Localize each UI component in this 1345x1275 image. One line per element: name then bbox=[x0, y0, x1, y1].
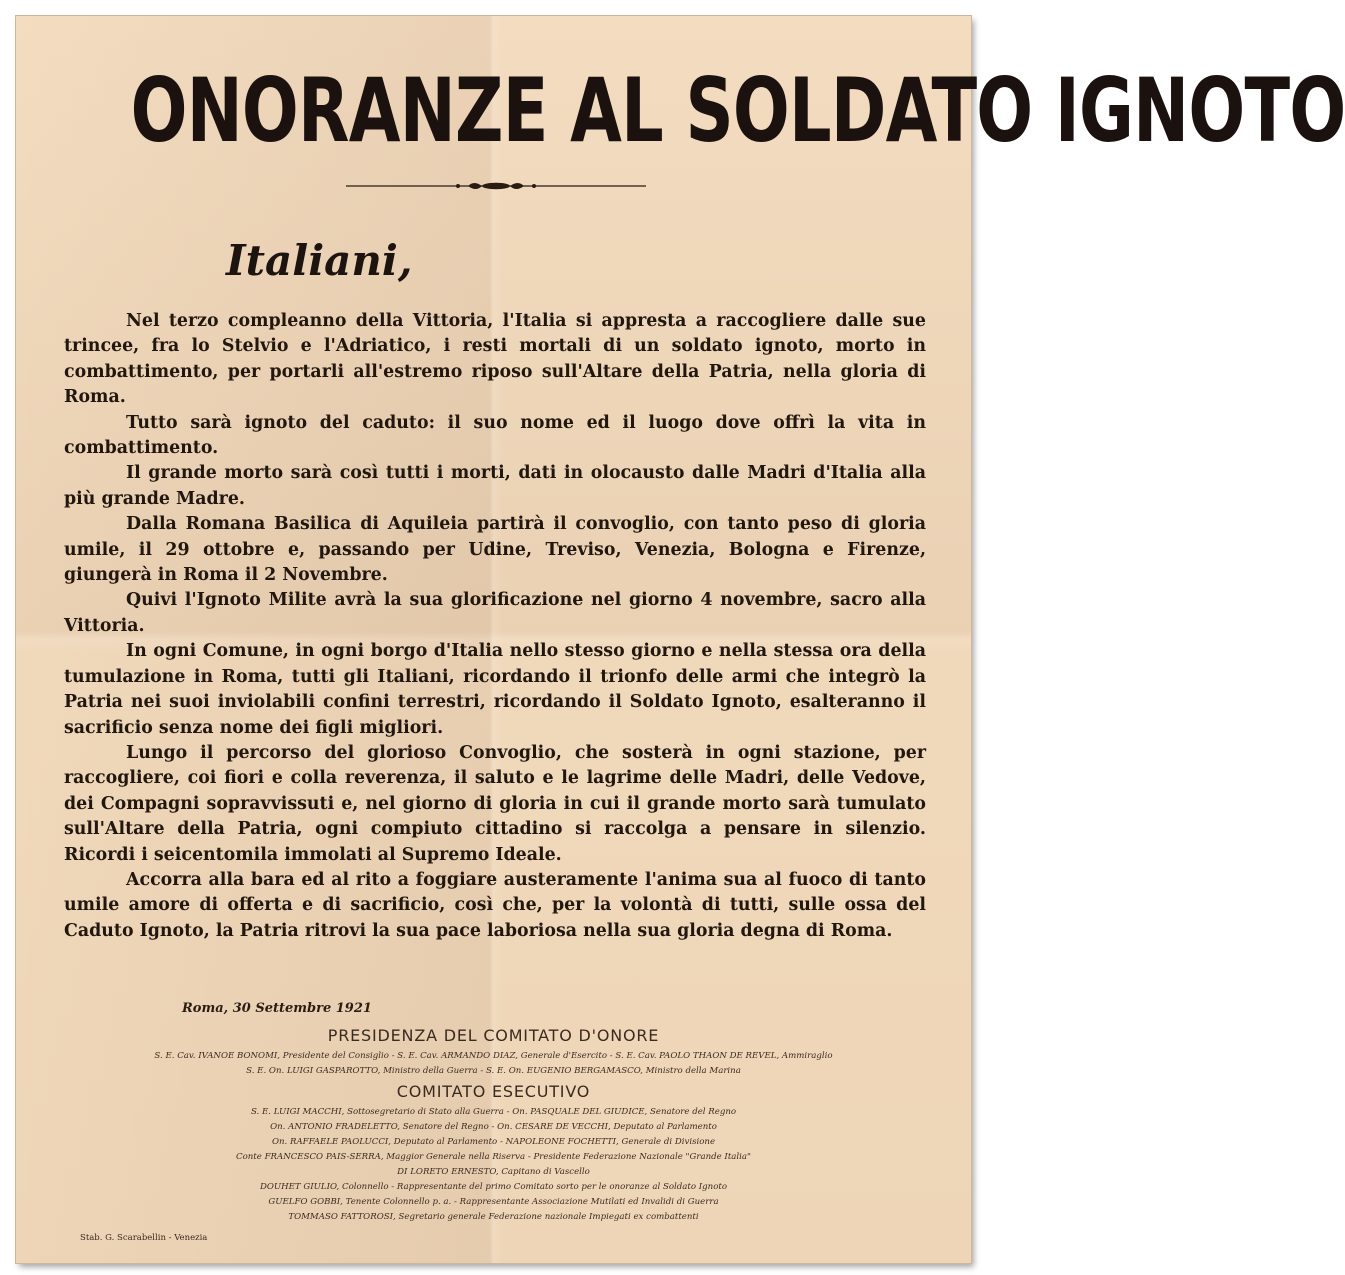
salutation: Italiani, bbox=[226, 236, 413, 285]
poster bbox=[16, 16, 1345, 1263]
paragraph: Lungo il percorso del glorioso Convoglio, che sosterà in ogni stazione, per raccogliere, coi fiori e colla reverenza, il saluto e le lagrime delle Madri, delle Vedove, dei Compagni sopravvissuti e, nel giorno di gloria in cui il grande morto sarà tumulato sull'Altare della Patria, ogni compiuto cittadino si raccolga a pensare in silenzio. Ricordi i seicentomila immolati al Supremo Ideale. bbox=[64, 742, 926, 865]
esecutivo-heading: COMITATO ESECUTIVO bbox=[396, 1082, 591, 1101]
ornament-divider bbox=[346, 176, 646, 196]
date-line: Roma, 30 Settembre 1921 bbox=[182, 1001, 372, 1016]
esecutivo-line: TOMMASO FATTOROSI, Segretario generale Federazione nazionale Impiegati ex combattenti bbox=[288, 1212, 699, 1222]
presidenza-line: S. E. On. LUIGI GASPAROTTO, Ministro della Guerra - S. E. On. EUGENIO BERGAMASCO, Ministro della Marina bbox=[246, 1066, 741, 1076]
presidenza-line: S. E. Cav. IVANOE BONOMI, Presidente del Consiglio - S. E. Cav. ARMANDO DIAZ, Generale d'Esercito - S. E. Cav. PAOLO THAON DE REVEL, Ammiraglio bbox=[154, 1051, 833, 1061]
paragraph: Nel terzo compleanno della Vittoria, l'Italia si appresta a raccogliere dalle sue trincee, fra lo Stelvio e l'Adriatico, i resti mortali di un soldato ignoto, morto in combattimento, per portarli all'estremo riposo sull'Altare della Patria, nella gloria di Roma. bbox=[64, 311, 926, 408]
paragraph: Dalla Romana Basilica di Aquileia partirà il convoglio, con tanto peso di gloria umile, il 29 ottobre e, passando per Udine, Treviso, Venezia, Bologna e Firenze, giungerà in Roma il 2 Novembre. bbox=[64, 514, 926, 586]
esecutivo-line: DI LORETO ERNESTO, Capitano di Vascello bbox=[397, 1167, 590, 1177]
paragraph: In ogni Comune, in ogni borgo d'Italia nello stesso giorno e nella stessa ora della tumulazione in Roma, tutti gli Italiani, ricordando il trionfo delle armi che integrò la Patria nei suoi inviolabili confini terrestri, ricordando il Soldato Ignoto, esalteranno il sacrificio senza nome dei figli migliori. bbox=[64, 641, 926, 738]
paragraph: Accorra alla bara ed al rito a foggiare austeramente l'anima sua al fuoco di tanto umile amore di offerta e di sacrificio, così che, per la volontà di tutti, sulle ossa del Caduto Ignoto, la Patria ritrovi la sua pace laboriosa nella sua gloria degna di Roma. bbox=[64, 869, 926, 941]
esecutivo-line: On. RAFFAELE PAOLUCCI, Deputato al Parlamento - NAPOLEONE FOCHETTI, Generale di Divisione bbox=[271, 1137, 716, 1147]
paragraph: Tutto sarà ignoto del caduto: il suo nome ed il luogo dove offrì la vita in combattimento. bbox=[64, 412, 926, 459]
esecutivo-line: S. E. LUIGI MACCHI, Sottosegretario di Stato alla Guerra - On. PASQUALE DEL GIUDICE, Senatore del Regno bbox=[250, 1107, 737, 1117]
proclamation-body bbox=[64, 309, 926, 944]
presidenza-heading: PRESIDENZA DEL COMITATO D'ONORE bbox=[327, 1026, 660, 1045]
paragraph: Quivi l'Ignoto Milite avrà la sua glorificazione nel giorno 4 novembre, sacro alla Vittoria. bbox=[64, 590, 926, 636]
paragraph: Il grande morto sarà così tutti i morti, dati in olocausto dalle Madri d'Italia alla più grande Madre. bbox=[64, 463, 926, 509]
printer-credit: Stab. G. Scarabellin - Venezia bbox=[80, 1233, 208, 1243]
esecutivo-line: DOUHET GIULIO, Colonnello - Rappresentante del primo Comitato sorto per le onoranze al Soldato Ignoto bbox=[259, 1182, 727, 1192]
poster-title: ONORANZE AL SOLDATO IGNOTO bbox=[130, 59, 1345, 162]
esecutivo-line: GUELFO GOBBI, Tenente Colonnello p. a. - Rappresentante Associazione Mutilati ed Invalidi di Guerra bbox=[268, 1197, 719, 1207]
esecutivo-line: Conte FRANCESCO PAIS-SERRA, Maggior Generale nella Riserva - Presidente Federazione Nazionale "Grande Italia" bbox=[236, 1152, 751, 1162]
esecutivo-line: On. ANTONIO FRADELETTO, Senatore del Regno - On. CESARE DE VECCHI, Deputato al Parlamento bbox=[270, 1122, 717, 1132]
